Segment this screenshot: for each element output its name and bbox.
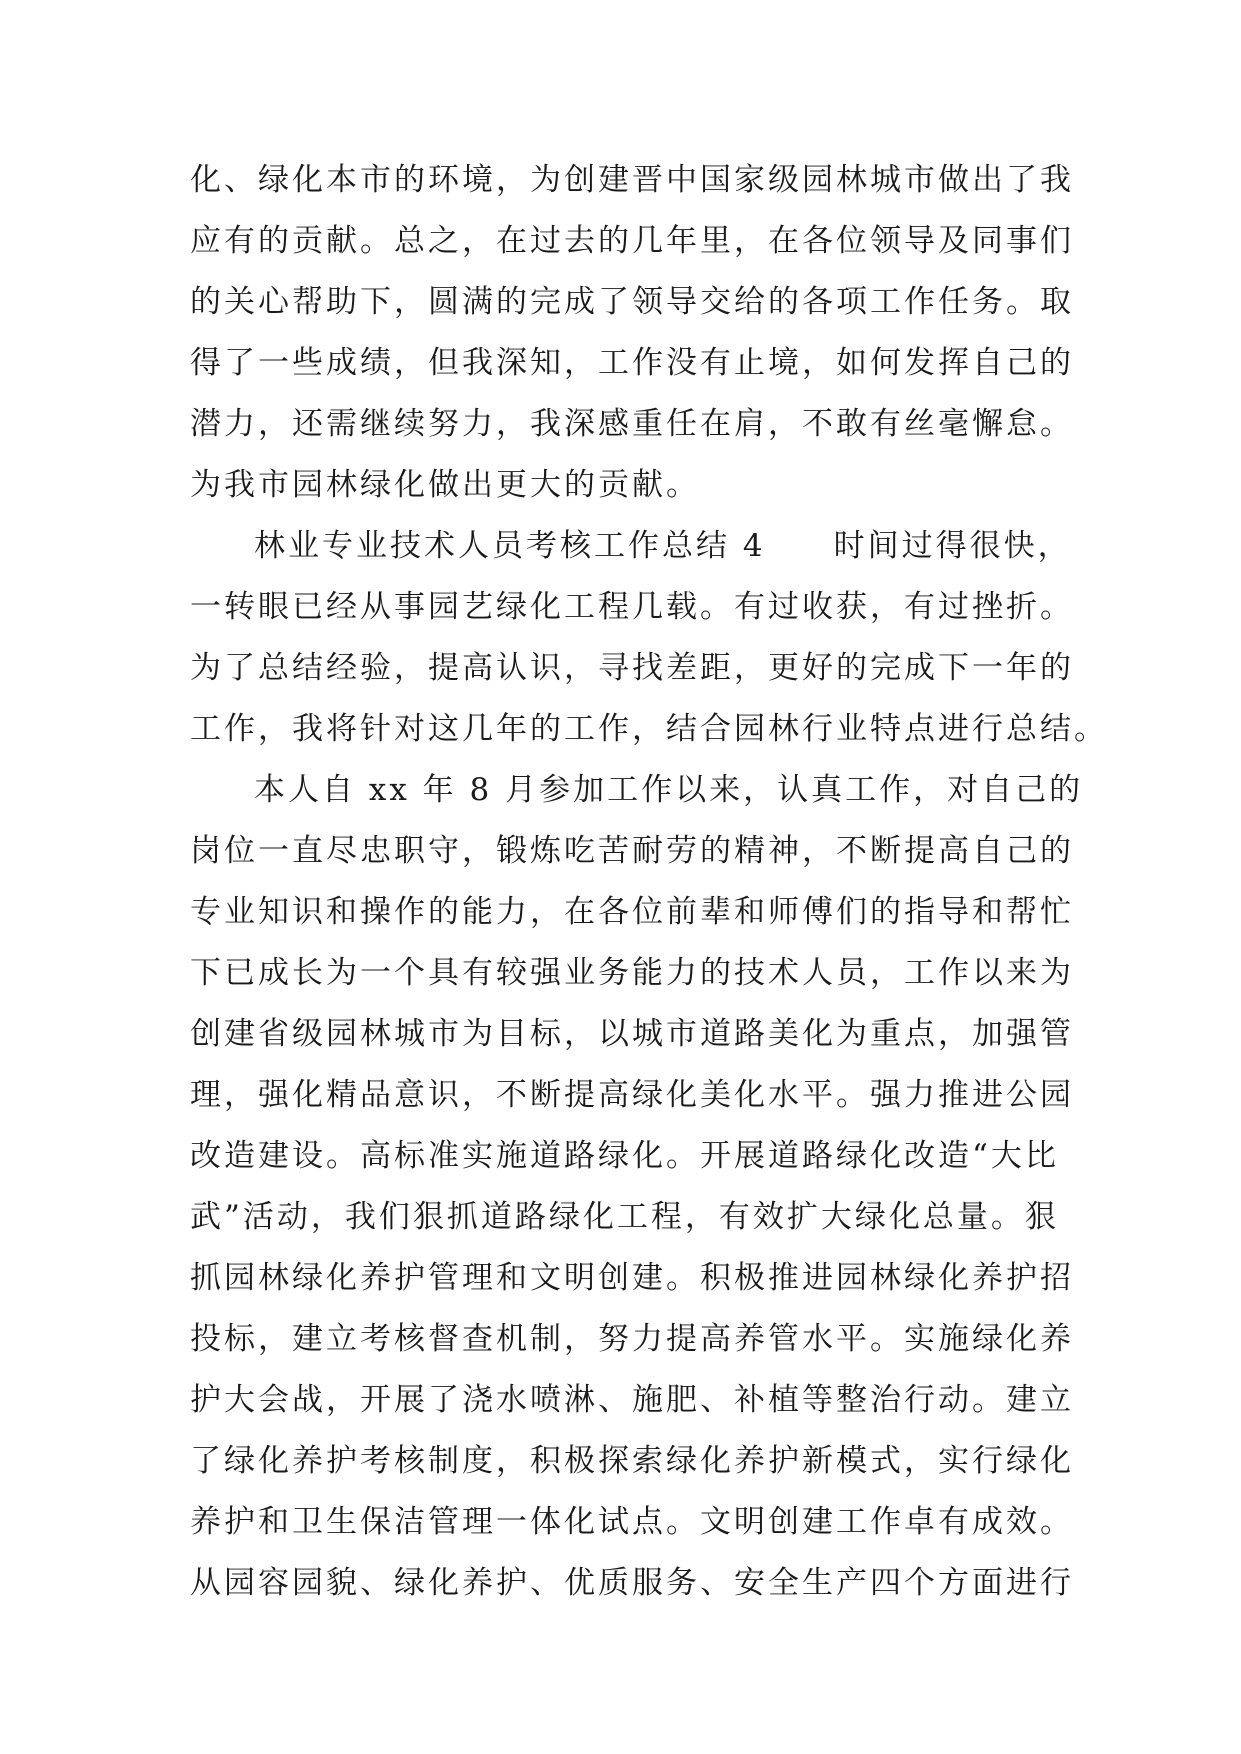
text-line: 养护和卫生保洁管理一体化试点。文明创建工作卓有成效。 <box>190 1504 1074 1540</box>
text-line: 护大会战，开展了浇水喷淋、施肥、补植等整治行动。建立 <box>190 1382 1074 1418</box>
text-line: 下已成长为一个具有较强业务能力的技术人员，工作以来为 <box>190 955 1074 991</box>
text-line: 创建省级园林城市为目标，以城市道路美化为重点，加强管 <box>190 1016 1074 1052</box>
text-line: 岗位一直尽忠职守，锻炼吃苦耐劳的精神，不断提高自己的 <box>190 833 1074 869</box>
paragraph-start-line: 本人自 xx 年 8 月参加工作以来，认真工作，对自己的 <box>254 772 1084 808</box>
document-body <box>190 150 1108 1614</box>
text-line: 了绿化养护考核制度，积极探索绿化养护新模式，实行绿化 <box>190 1443 1074 1479</box>
text-line: 工作，我将针对这几年的工作，结合园林行业特点进行总结。 <box>190 711 1108 747</box>
section-heading-line: 林业专业技术人员考核工作总结 4 时间过得很快， <box>254 528 1072 564</box>
text-line: 专业知识和操作的能力，在各位前辈和师傅们的指导和帮忙 <box>190 894 1074 930</box>
text-line: 为了总结经验，提高认识，寻找差距，更好的完成下一年的 <box>190 650 1074 686</box>
text-line: 从园容园貌、绿化养护、优质服务、安全生产四个方面进行 <box>190 1565 1074 1601</box>
text-line: 得了一些成绩，但我深知，工作没有止境，如何发挥自己的 <box>190 345 1074 381</box>
text-line: 潜力，还需继续努力，我深感重任在肩，不敢有丝毫懈怠。 <box>190 406 1074 442</box>
text-line: 抓园林绿化养护管理和文明创建。积极推进园林绿化养护招 <box>190 1260 1074 1296</box>
text-line: 改造建设。高标准实施道路绿化。开展道路绿化改造“大比 <box>190 1138 1059 1174</box>
text-line: 为我市园林绿化做出更大的贡献。 <box>190 467 700 503</box>
text-line: 投标，建立考核督查机制，努力提高养管水平。实施绿化养 <box>190 1321 1074 1357</box>
text-line: 武”活动，我们狠抓道路绿化工程，有效扩大绿化总量。狠 <box>190 1199 1059 1235</box>
text-line: 理，强化精品意识，不断提高绿化美化水平。强力推进公园 <box>190 1077 1074 1113</box>
text-line: 一转眼已经从事园艺绿化工程几载。有过收获，有过挫折。 <box>190 589 1074 625</box>
text-line: 应有的贡献。总之，在过去的几年里，在各位领导及同事们 <box>190 223 1074 259</box>
text-line: 化、绿化本市的环境，为创建晋中国家级园林城市做出了我 <box>190 162 1074 198</box>
text-line: 的关心帮助下，圆满的完成了领导交给的各项工作任务。取 <box>190 284 1074 320</box>
